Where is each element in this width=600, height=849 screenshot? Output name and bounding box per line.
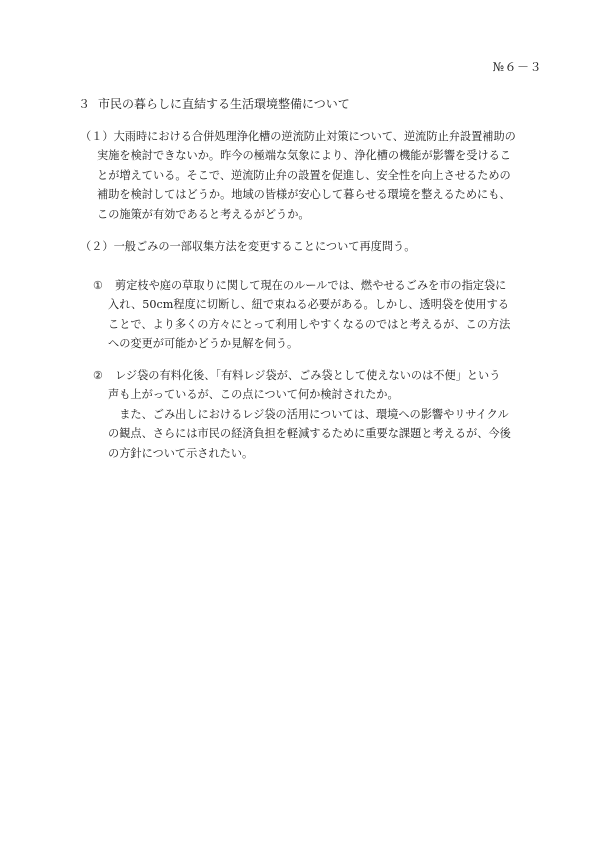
question-1-line: この施策が有効であると考えるがどうか。: [97, 207, 310, 221]
question-2: [80, 237, 415, 256]
question-1-line: （１）大雨時における合併処理浄化槽の逆流防止対策について、逆流防止弁設置補助の: [80, 130, 516, 143]
sub-item-2: [93, 366, 511, 463]
section-heading: [78, 95, 350, 112]
sub-item-2-marker: ②: [93, 369, 104, 382]
section-title: 市民の暮らしに直結する生活環境整備について: [98, 97, 350, 111]
sub-item-1-line: 入れ、50cm程度に切断し、紐で束ねる必要がある。しかし、透明袋を使用する: [108, 298, 509, 312]
sub-item-2-line: 声も上がっているが、この点について何か検討されたか。: [108, 388, 399, 402]
sub-item-2-line: レジ袋の有料化後、「有料レジ袋が、ごみ袋として使えないのは不便」という: [115, 369, 501, 382]
question-1: [80, 127, 516, 224]
question-1-line: とが増えている。そこで、逆流防止弁の設置を促進し、安全性を向上させるための: [97, 168, 511, 182]
sub-item-2-line: の方針について示されたい。: [108, 446, 254, 460]
sub-item-1-line: ことで、より多くの方々にとって利用しやすくなるのではと考えるが、この方法: [108, 317, 511, 331]
question-1-line: 実施を検討できないか。昨今の極端な気象により、浄化槽の機能が影響を受けるこ: [97, 149, 511, 163]
sub-item-1-line: 剪定枝や庭の草取りに関して現在のルールでは、燃やせるごみを市の指定袋に: [115, 279, 507, 292]
question-2-line: （２）一般ごみの一部収集方法を変更することについて再度問う。: [80, 240, 416, 253]
sub-item-1-line: への変更が可能かどうか見解を伺う。: [108, 337, 299, 351]
question-1-line: 補助を検討してはどうか。地域の皆様が安心して暮らせる環境を整えるためにも、: [97, 188, 511, 202]
sub-item-2-line: また、ごみ出しにおけるレジ袋の活用については、環境への影響やリサイクル: [108, 407, 509, 421]
section-number: ３: [78, 97, 91, 111]
sub-item-1: [93, 276, 510, 354]
sub-item-2-line: の観点、さらには市民の経済負担を軽減するために重要な課題と考えるが、今後: [108, 427, 511, 441]
sub-item-1-marker: ①: [93, 279, 104, 292]
document-number: №６－３: [492, 60, 542, 74]
